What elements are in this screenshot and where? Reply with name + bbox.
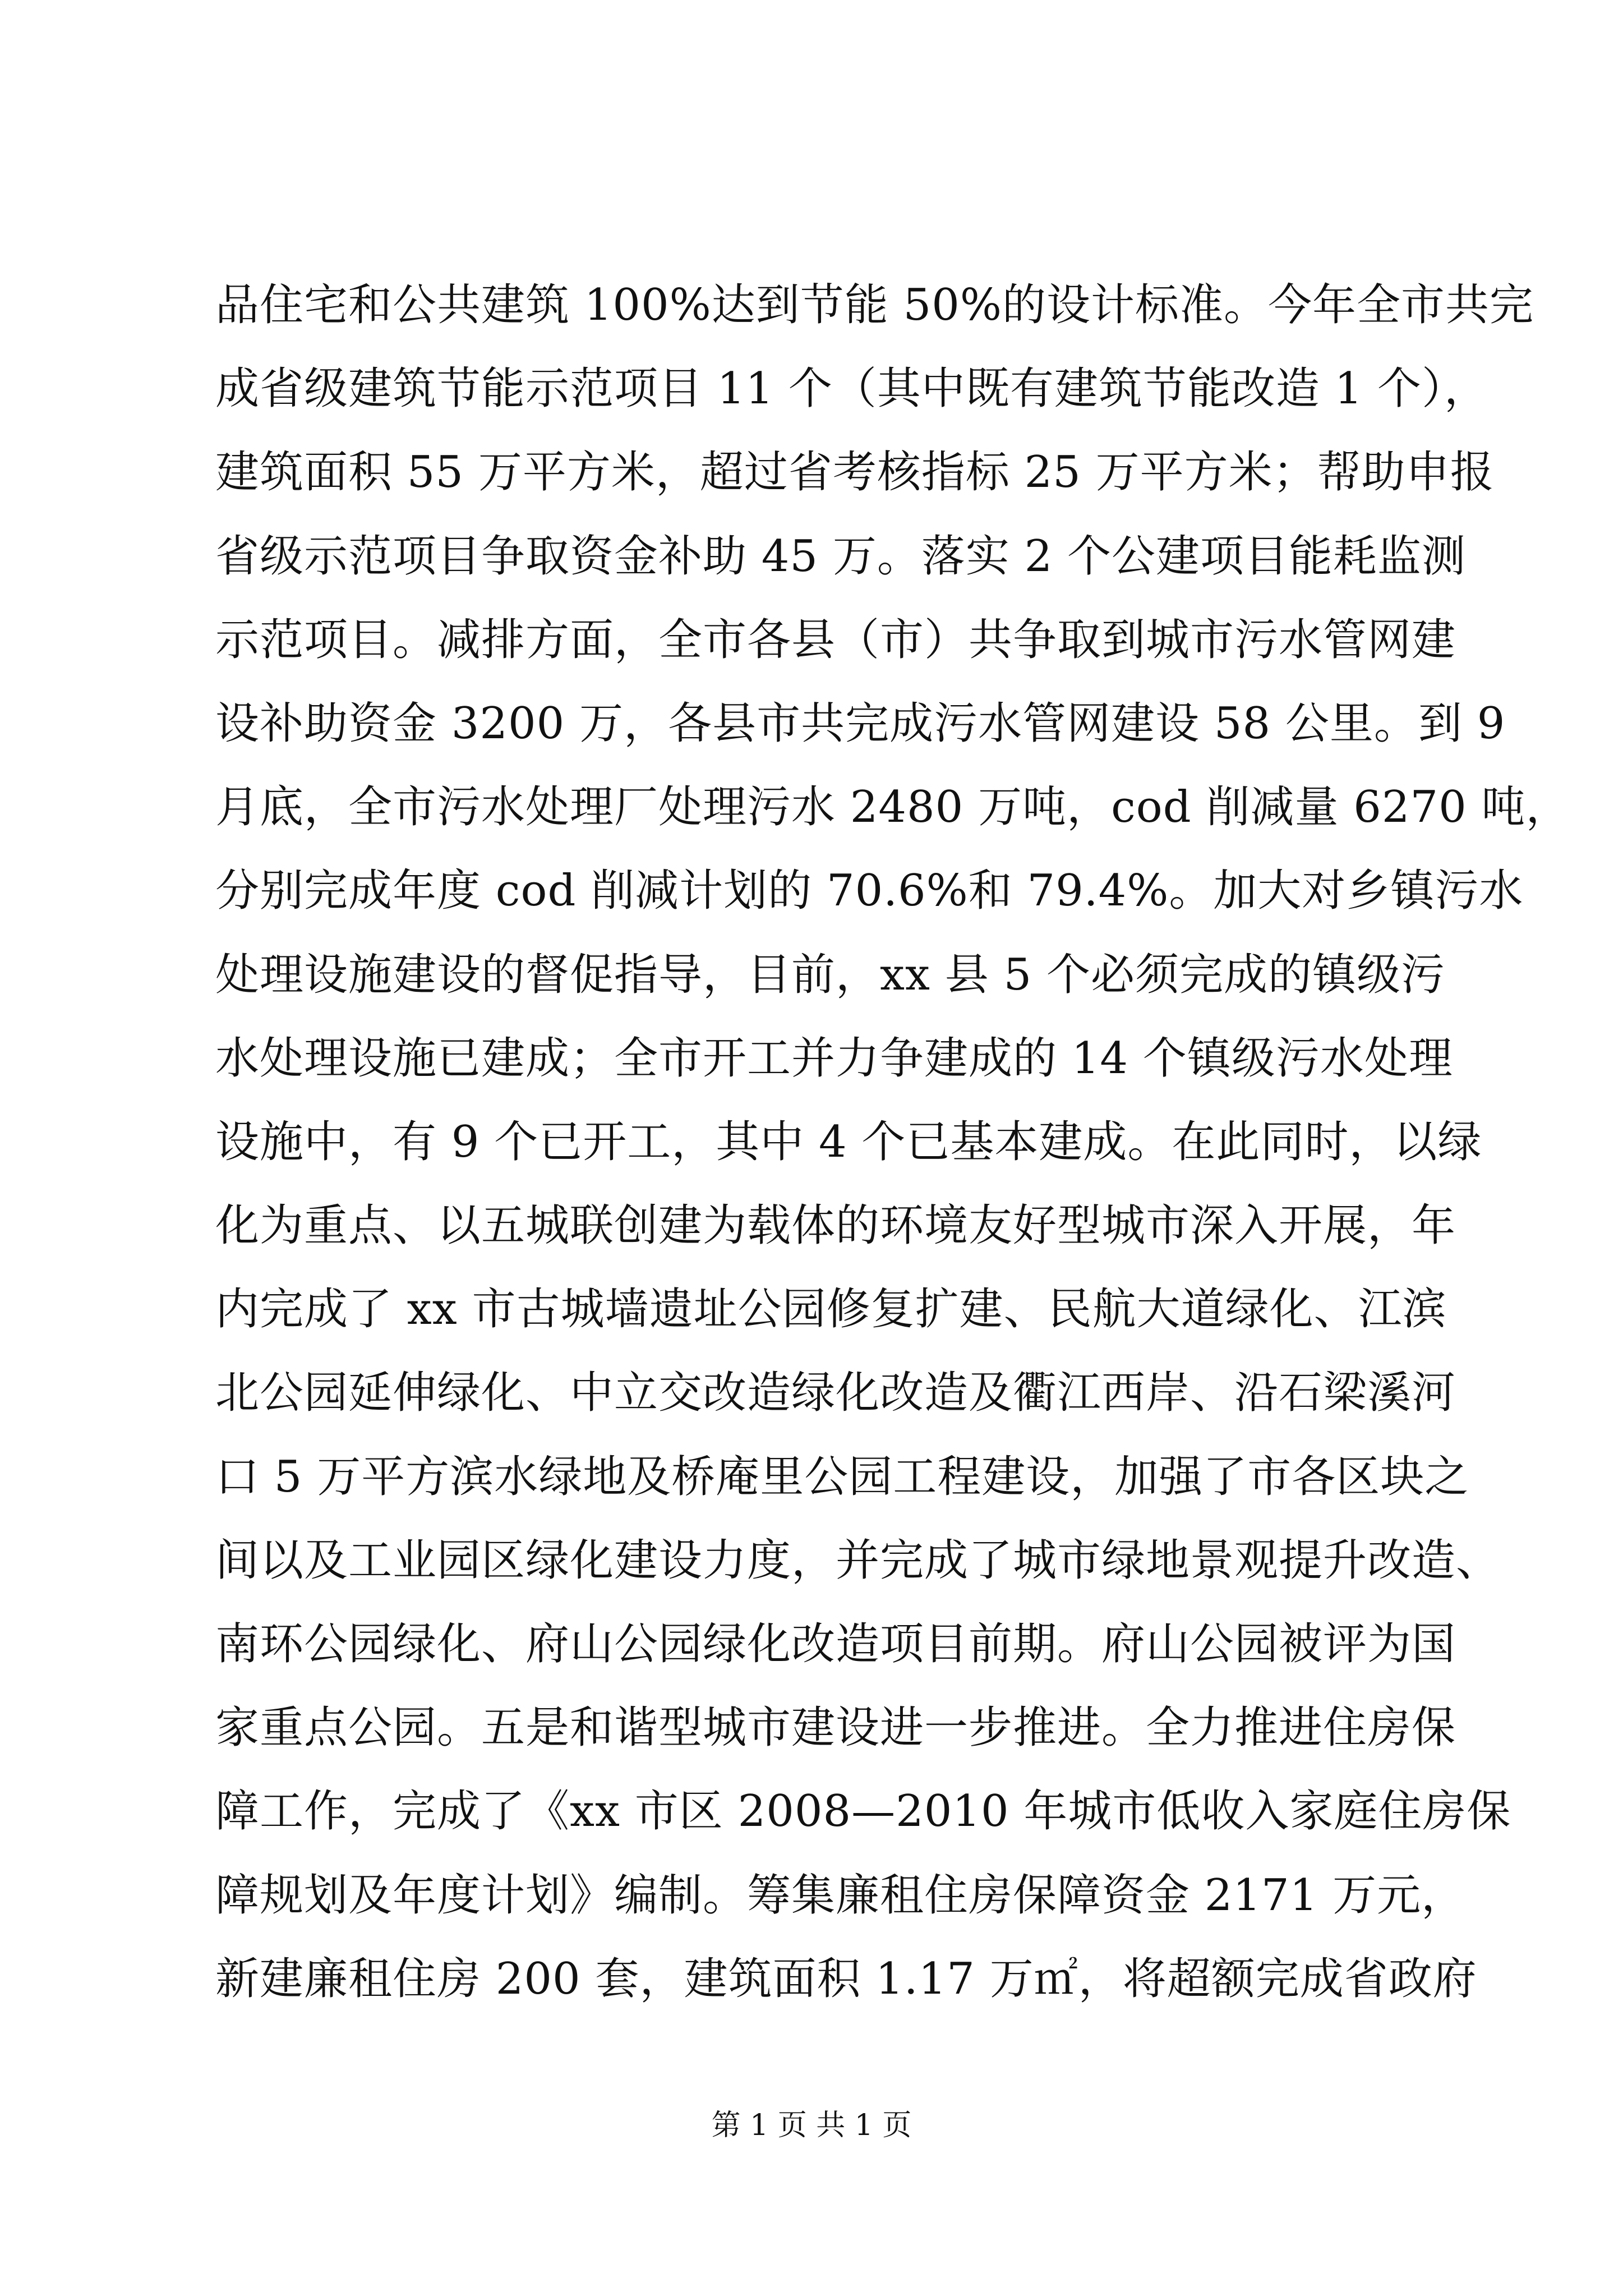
text-line: 口 5 万平方滨水绿地及桥庵里公园工程建设，加强了市各区块之 [215,1451,1469,1502]
text-line: 品住宅和公共建筑 100%达到节能 50%的设计标准。今年全市共完 [215,280,1534,330]
text-line: 北公园延伸绿化、中立交改造绿化改造及衢江西岸、沿石梁溪河 [215,1368,1456,1419]
text-line: 新建廉租住房 200 套，建筑面积 1.17 万㎡，将超额完成省政府 [215,1953,1477,2004]
text-line: 设施中，有 9 个已开工，其中 4 个已基本建成。在此同时，以绿 [215,1116,1482,1167]
text-line: 分别完成年度 cod 削减计划的 70.6%和 79.4%。加大对乡镇污水 [215,866,1524,917]
page-number-footer: 第 1 页 共 1 页 [711,2109,912,2142]
body-text [215,264,1570,2021]
text-line: 成省级建筑节能示范项目 11 个（其中既有建筑节能改造 1 个）， [215,364,1489,415]
text-line: 间以及工业园区绿化建设力度，并完成了城市绿地景观提升改造、 [215,1535,1501,1586]
text-line: 障工作，完成了《xx 市区 2008—2010 年城市低收入家庭住房保 [215,1786,1511,1837]
text-line: 示范项目。减排方面，全市各县（市）共争取到城市污水管网建 [215,614,1456,665]
text-line: 家重点公园。五是和谐型城市建设进一步推进。全力推进住房保 [215,1703,1456,1754]
text-line: 水处理设施已建成；全市开工并力争建成的 14 个镇级污水处理 [215,1033,1453,1084]
text-line: 月底，全市污水处理厂处理污水 2480 万吨，cod 削减量 6270 吨， [215,782,1570,833]
text-line: 省级示范项目争取资金补助 45 万。落实 2 个公建项目能耗监测 [215,531,1467,582]
text-line: 设补助资金 3200 万，各县市共完成污水管网建设 58 公里。到 9 [215,698,1506,749]
text-line: 处理设施建设的督促指导，目前，xx 县 5 个必须完成的镇级污 [215,949,1445,1000]
text-line: 建筑面积 55 万平方米，超过省考核指标 25 万平方米；帮助申报 [215,447,1495,498]
text-line: 南环公园绿化、府山公园绿化改造项目前期。府山公园被评为国 [215,1619,1456,1669]
text-line: 内完成了 xx 市古城墙遗址公园修复扩建、民航大道绿化、江滨 [215,1284,1447,1335]
text-line: 化为重点、以五城联创建为载体的环境友好型城市深入开展，年 [215,1200,1456,1251]
text-line: 障规划及年度计划》编制。筹集廉租住房保障资金 2171 万元， [215,1870,1466,1921]
